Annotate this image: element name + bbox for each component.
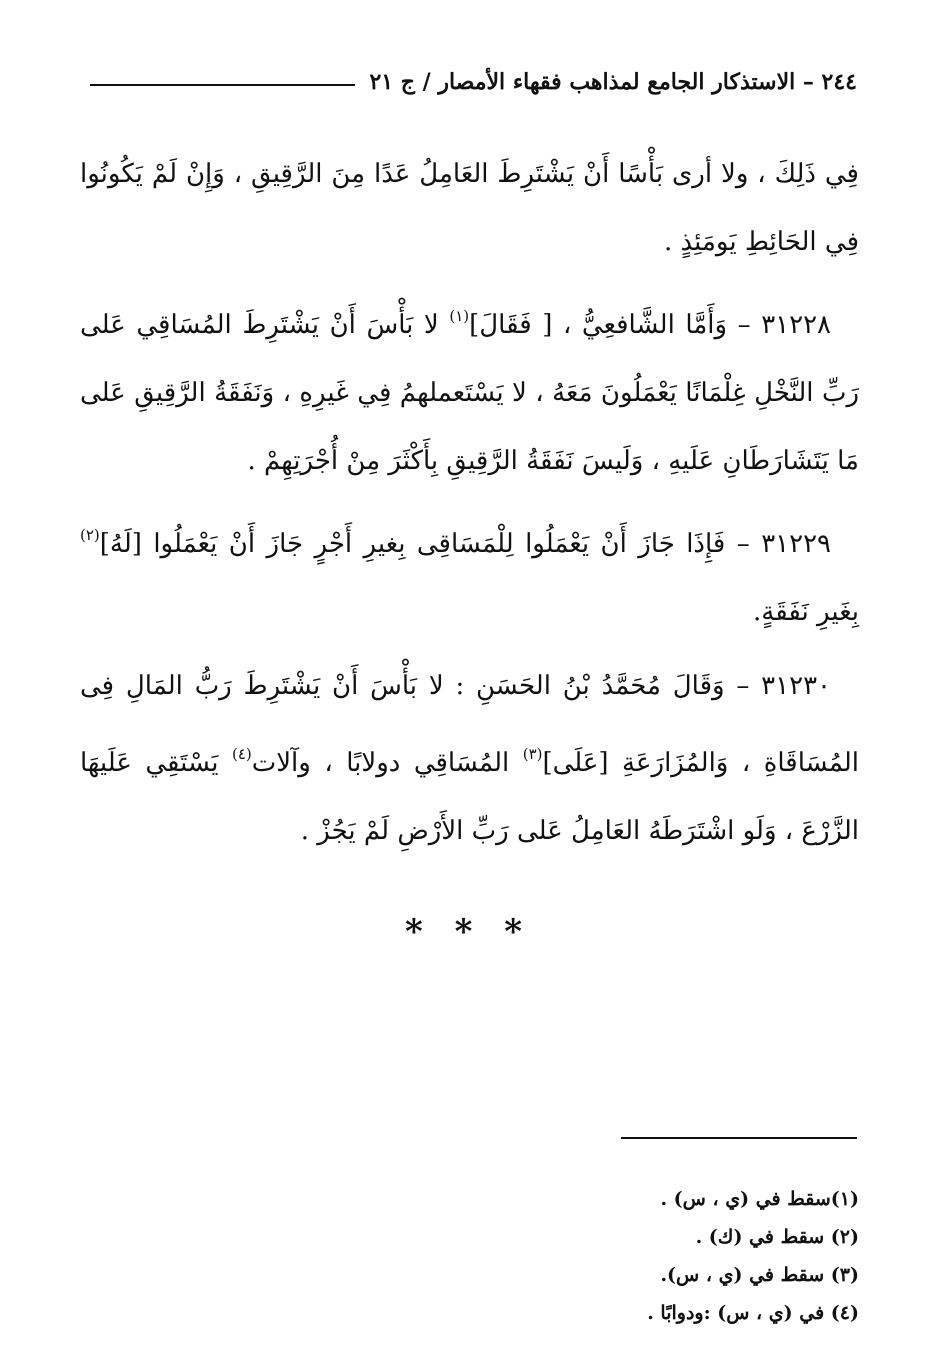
paragraph-text-part: – وَقَالَ مُحَمَّدُ بْنُ الحَسَنِ : لا بَأْسَ أَنْ يَشْتَرِطَ رَبُّ المَالِ فِى المُسَاقَاةِ ، وَالمُزَارَعَةِ [عَلَى] — [80, 671, 860, 778]
main-text — [80, 140, 859, 871]
paragraph-31228 — [80, 282, 859, 495]
paragraph-number: ٣١٢٢٨ — [761, 310, 832, 340]
paragraph-number: ٣١٢٢٩ — [761, 529, 832, 559]
footnote-1: (١)سقط في (ي ، س) . — [660, 1188, 859, 1210]
footnote-marker[interactable]: (٣) — [522, 745, 543, 763]
paragraph-text-part: يَسْتَقِي عَلَيهَا الزَّرْعَ ، وَلَو اشْتَرَطَهُ العَامِلُ عَلى رَبِّ الأَرْضِ لَمْ يَجُزْ . — [80, 748, 859, 846]
header-title: ٢٤٤ – الاستذكار الجامع لمذاهب فقهاء الأمصار / ج ٢١ — [369, 69, 857, 95]
paragraph-number: ٣١٢٣٠ — [761, 671, 831, 701]
paragraph-continuation — [80, 140, 859, 276]
paragraph-text-part: لا بَأْسَ أَنْ يَشْتَرِطَ المُسَاقِي عَلى رَبِّ النَّخْلِ غِلْمَانًا يَعْمَلُونَ مَعَهُ ، لا يَسْتَعملهمُ فِي غَيرِهِ ، وَنَفَقَةُ الرَّقِيقِ عَلى مَا يَتَشَارَطَانِ عَلَيهِ ، وَلَيسَ نَفَقَةُ الرَّقِيقِ بِأَكْثَرَ مِنْ أُجْرَتِهِمْ . — [80, 310, 860, 476]
paragraph-text-part: – وَأَمَّا الشَّافعِيُّ ، [ فَقَالَ] — [469, 310, 751, 340]
footnote-marker[interactable]: (٤) — [231, 745, 252, 763]
footnote-marker[interactable]: (٢) — [80, 526, 100, 544]
footnote-marker[interactable]: (١) — [449, 307, 470, 325]
footnotes — [300, 1180, 859, 1332]
running-header — [90, 62, 857, 102]
footnote-3: (٣) سقط في (ي ، س). — [660, 1264, 859, 1286]
paragraph-31229 — [80, 501, 859, 646]
footnote-2: (٢) سقط في (ك) . — [695, 1226, 859, 1248]
paragraph-31230 — [80, 652, 859, 865]
header-rule — [90, 84, 355, 86]
paragraph-text-part: – فَإِذَا جَازَ أَنْ يَعْمَلُوا لِلْمَسَاقِى بِغيرِ أَجْرٍ جَازَ أَنْ يَعْمَلُوا [لَهُ] — [99, 529, 750, 559]
paragraph-text-part: بِغَيرِ نَفَقَةٍ. — [753, 597, 859, 627]
paragraph-text: فِي ذَلِكَ ، ولا أرى بَأْسًا أَنْ يَشْتَرِطَ العَامِلُ عَدًا مِنَ الرَّقِيقِ ، وَإِنْ لَمْ يَكُونُوا فِي الحَائِطِ يَومَئِذٍ . — [80, 159, 859, 257]
footnote-4: (٤) في (ي ، س) :ودوابًا . — [647, 1302, 859, 1324]
footnote-rule — [621, 1137, 857, 1139]
section-separator: * * * — [404, 912, 532, 952]
paragraph-text-part: المُسَاقِي دولابًا ، وآلات — [251, 748, 523, 778]
